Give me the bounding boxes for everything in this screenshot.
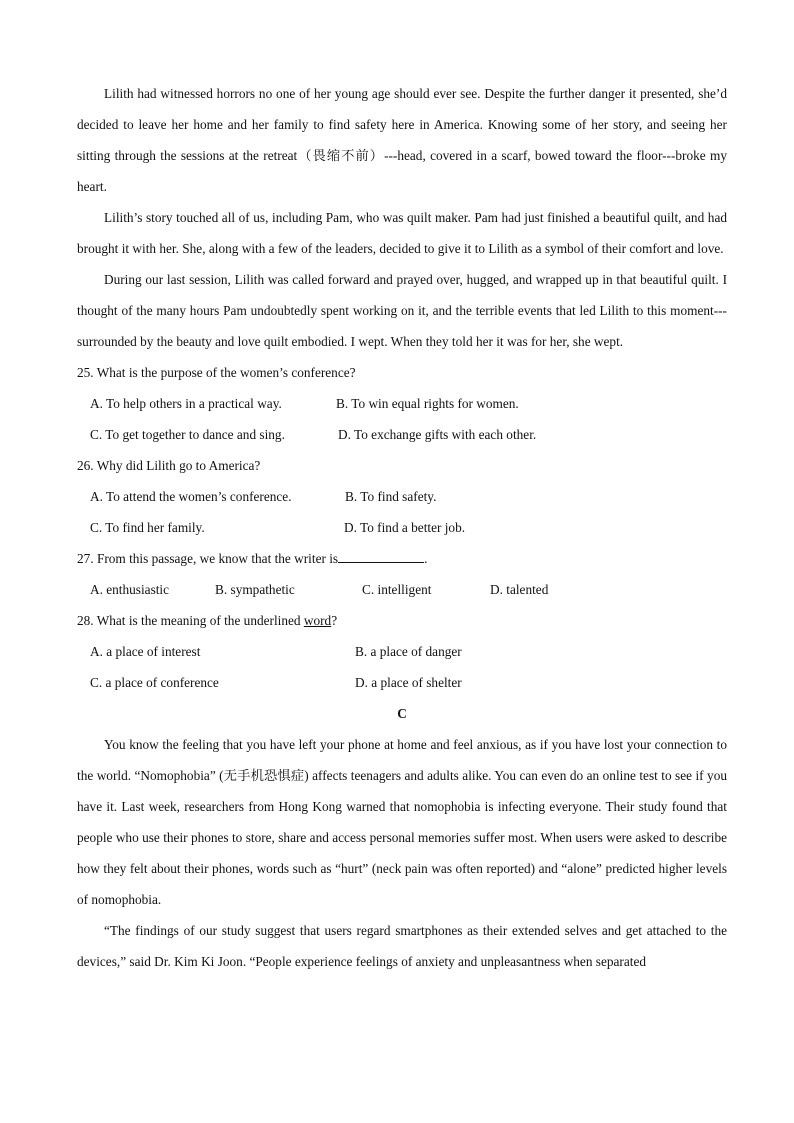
option-c: C. a place of conference bbox=[90, 675, 219, 690]
question-27-text: 27. From this passage, we know that the writer is bbox=[77, 551, 339, 566]
question-26-options-row2 bbox=[77, 512, 727, 543]
question-27-stem bbox=[77, 543, 727, 574]
option-b: B. a place of danger bbox=[355, 644, 462, 659]
underlined-word: word bbox=[303, 613, 332, 628]
question-25-options-row2 bbox=[77, 419, 727, 450]
question-26-stem: 26. Why did Lilith go to America? bbox=[77, 458, 261, 473]
passage-paragraph: You know the feeling that you have left your phone at home and feel anxious, as if you have lost your connection to the world. “Nomophobia” (无手机恐惧症) affects teenagers and adults alike. You can even do an online test to see if you have it. Last week, researchers from Hong Kong warned that nomophobia is infecting everyone. Their study found that people who use their phones to store, share and access personal memories suffer most. When users were asked to describe how they felt about their phones, words such as “hurt” (neck pain was often reported) and “alone” predicted higher levels of nomophobia. bbox=[77, 737, 727, 907]
question-27-options bbox=[77, 574, 727, 605]
option-d: D. To exchange gifts with each other. bbox=[338, 427, 537, 442]
option-b: B. To win equal rights for women. bbox=[336, 396, 519, 411]
option-a: A. To attend the women’s conference. bbox=[90, 489, 292, 504]
answer-blank bbox=[338, 549, 424, 563]
question-27-period: . bbox=[424, 551, 428, 566]
option-c: C. To find her family. bbox=[90, 520, 205, 535]
passage-paragraph: “The findings of our study suggest that users regard smartphones as their extended selves and get attached to the devices,” said Dr. Kim Ki Joon. “People experience feelings of anxiety and unpleasantness when separated bbox=[77, 923, 727, 969]
passage-paragraph: Lilith had witnessed horrors no one of her young age should ever see. Despite the further danger it presented, she’d decided to leave her home and her family to find safety here in America. Knowing some of her story, and seeing her sitting through the sessions at the retreat（畏缩不前）---head, covered in a scarf, bowed toward the floor---broke my heart. bbox=[77, 86, 727, 194]
question-28-options-row1 bbox=[77, 636, 727, 667]
passage-paragraph: Lilith’s story touched all of us, including Pam, who was quilt maker. Pam had just finished a beautiful quilt, and had brought it with her. She, along with a few of the leaders, decided to give it to Lilith as a symbol of their comfort and love. bbox=[77, 210, 727, 256]
option-c: C. intelligent bbox=[362, 582, 432, 597]
document-page bbox=[77, 78, 727, 977]
question-26-options-row1 bbox=[77, 481, 727, 512]
question-28-options-row2 bbox=[77, 667, 727, 698]
passage-paragraph: During our last session, Lilith was called forward and prayed over, hugged, and wrapped up in that beautiful quilt. I thought of the many hours Pam undoubtedly spent working on it, and the terrible events that led Lilith to this moment---surrounded by the beauty and love quilt embodied. I wept. When they told her it was for her, she wept. bbox=[77, 272, 727, 349]
option-a: A. a place of interest bbox=[90, 644, 201, 659]
question-25-options-row1 bbox=[77, 388, 727, 419]
option-b: B. To find safety. bbox=[345, 489, 437, 504]
section-title: C bbox=[397, 706, 407, 721]
option-d: D. a place of shelter bbox=[355, 675, 462, 690]
option-d: D. talented bbox=[490, 582, 549, 597]
option-d: D. To find a better job. bbox=[344, 520, 466, 535]
question-28-stem bbox=[77, 605, 727, 636]
option-a: A. enthusiastic bbox=[90, 582, 170, 597]
option-a: A. To help others in a practical way. bbox=[90, 396, 282, 411]
question-25-stem: 25. What is the purpose of the women’s conference? bbox=[77, 365, 356, 380]
question-28-text: 28. What is the meaning of the underlined bbox=[77, 613, 304, 628]
option-b: B. sympathetic bbox=[215, 582, 295, 597]
option-c: C. To get together to dance and sing. bbox=[90, 427, 285, 442]
question-28-mark: ? bbox=[331, 613, 338, 628]
